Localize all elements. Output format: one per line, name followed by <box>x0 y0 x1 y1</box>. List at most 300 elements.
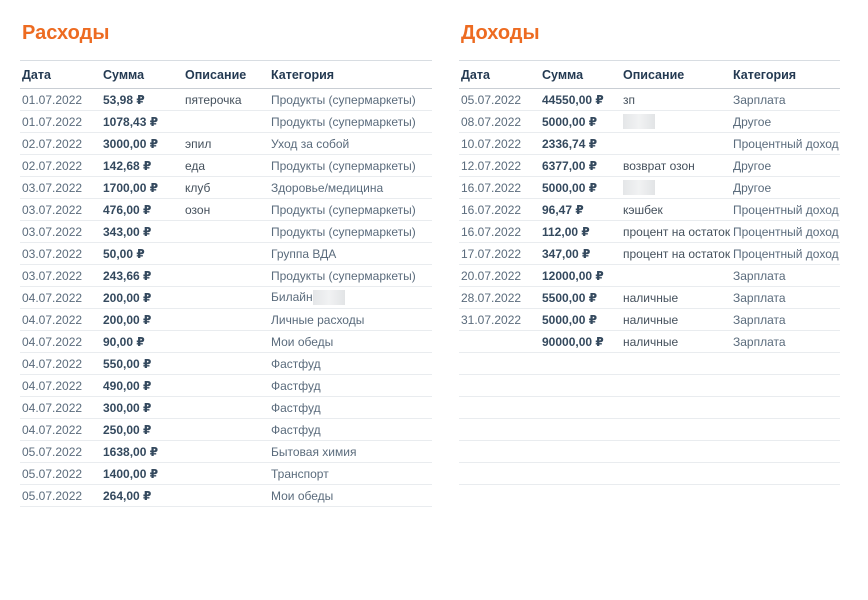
cell-category <box>269 375 432 397</box>
cell-description <box>183 89 269 111</box>
cell-description <box>183 111 269 133</box>
cell-amount <box>540 441 621 463</box>
cell-amount-text: 5500,00 ₽ <box>542 290 598 305</box>
cell-description <box>621 331 731 353</box>
cell-category <box>269 155 432 177</box>
cell-description <box>621 243 731 265</box>
cell-date-text: 03.07.2022 <box>22 224 83 239</box>
cell-description <box>183 199 269 221</box>
cell-date <box>459 133 540 155</box>
cell-category-text: Продукты (супермаркеты) <box>271 268 416 283</box>
cell-amount-text: 1400,00 ₽ <box>103 466 159 481</box>
cell-amount-text: 550,00 ₽ <box>103 356 152 371</box>
cell-category <box>269 463 432 485</box>
cell-amount-text: 6377,00 ₽ <box>542 158 598 173</box>
cell-category-text: Продукты (супермаркеты) <box>271 224 416 239</box>
table-row[interactable] <box>459 133 840 155</box>
cell-category-text: Продукты (супермаркеты) <box>271 92 416 107</box>
cell-amount <box>101 375 183 397</box>
cell-description <box>183 243 269 265</box>
cell-amount-text: 1638,00 ₽ <box>103 444 159 459</box>
table-row[interactable] <box>20 309 432 331</box>
cell-category <box>731 441 840 463</box>
cell-amount <box>540 375 621 397</box>
cell-category-text: Фастфуд <box>271 378 321 393</box>
cell-category <box>731 199 840 221</box>
cell-description <box>183 177 269 199</box>
cell-category <box>269 287 432 309</box>
cell-description-text: процент на остаток <box>623 246 731 261</box>
column-header-description[interactable]: Описание <box>183 61 269 89</box>
cell-description <box>621 199 731 221</box>
cell-date <box>459 331 540 353</box>
column-header-amount[interactable]: Сумма <box>101 61 183 89</box>
cell-amount <box>540 111 621 133</box>
cell-date-text: 05.07.2022 <box>22 444 83 459</box>
table-row[interactable] <box>20 133 432 155</box>
cell-category <box>269 221 432 243</box>
cell-category <box>269 199 432 221</box>
table-row[interactable] <box>459 397 840 419</box>
cell-amount <box>101 419 183 441</box>
cell-date <box>459 155 540 177</box>
cell-date <box>459 89 540 111</box>
cell-category <box>269 331 432 353</box>
table-row[interactable] <box>20 397 432 419</box>
cell-date-text: 03.07.2022 <box>22 180 83 195</box>
cell-description <box>183 265 269 287</box>
table-row[interactable] <box>459 309 840 331</box>
income-table <box>459 60 840 485</box>
cell-date <box>20 111 101 133</box>
cell-amount-text: 112,00 ₽ <box>542 224 590 239</box>
cell-description <box>183 485 269 507</box>
cell-amount <box>540 397 621 419</box>
income-table-body <box>459 89 840 485</box>
cell-date-text: 04.07.2022 <box>22 422 83 437</box>
cell-category <box>731 89 840 111</box>
cell-date <box>459 353 540 375</box>
cell-date <box>20 419 101 441</box>
cell-category <box>731 375 840 397</box>
cell-category <box>731 177 840 199</box>
cell-amount-text: 264,00 ₽ <box>103 488 152 503</box>
table-row[interactable] <box>459 463 840 485</box>
cell-category-text: Мои обеды <box>271 488 334 503</box>
cell-date <box>20 199 101 221</box>
cell-date <box>20 265 101 287</box>
cell-category-text: Здоровье/медицина <box>271 180 384 195</box>
cell-date <box>459 265 540 287</box>
cell-description <box>621 177 731 199</box>
table-row[interactable] <box>459 199 840 221</box>
cell-amount <box>540 287 621 309</box>
cell-description <box>183 463 269 485</box>
cell-category <box>731 221 840 243</box>
cell-amount-text: 347,00 ₽ <box>542 246 591 261</box>
cell-description <box>621 441 731 463</box>
cell-description <box>183 287 269 309</box>
cell-date-text: 05.07.2022 <box>461 92 522 107</box>
cell-date <box>20 375 101 397</box>
cell-description <box>621 155 731 177</box>
cell-amount <box>540 133 621 155</box>
cell-amount-text: 53,98 ₽ <box>103 92 145 107</box>
cell-date-text: 28.07.2022 <box>461 290 522 305</box>
cell-category-text: Группа ВДА <box>271 246 337 261</box>
cell-date <box>459 243 540 265</box>
cell-date <box>20 441 101 463</box>
cell-description-text: наличные <box>623 334 679 349</box>
cell-amount-text: 1078,43 ₽ <box>103 114 159 129</box>
table-row[interactable] <box>459 243 840 265</box>
cell-description <box>183 419 269 441</box>
cell-date <box>20 485 101 507</box>
cell-description-text: еда <box>185 158 206 173</box>
cell-category-text: Зарплата <box>733 268 786 283</box>
cell-category <box>731 243 840 265</box>
table-row[interactable] <box>459 441 840 463</box>
cell-amount-text: 2336,74 ₽ <box>542 136 598 151</box>
cell-category <box>731 265 840 287</box>
cell-date-text: 04.07.2022 <box>22 400 83 415</box>
cell-category <box>269 177 432 199</box>
cell-amount-text: 96,47 ₽ <box>542 202 584 217</box>
cell-category <box>269 243 432 265</box>
cell-amount-text: 90,00 ₽ <box>103 334 145 349</box>
table-row[interactable] <box>459 89 840 111</box>
cell-date <box>459 397 540 419</box>
cell-amount <box>101 177 183 199</box>
cell-amount <box>101 309 183 331</box>
cell-description <box>621 221 731 243</box>
cell-date-text: 31.07.2022 <box>461 312 522 327</box>
cell-category <box>269 111 432 133</box>
cell-date-text: 02.07.2022 <box>22 136 83 151</box>
cell-description-text: пятерочка <box>185 92 242 107</box>
cell-category-text: Продукты (супермаркеты) <box>271 202 416 217</box>
cell-date-text: 16.07.2022 <box>461 180 522 195</box>
cell-date-text: 04.07.2022 <box>22 312 83 327</box>
cell-date <box>459 199 540 221</box>
cell-category <box>731 309 840 331</box>
cell-date-text: 03.07.2022 <box>22 246 83 261</box>
redacted-text <box>623 114 655 129</box>
table-row[interactable] <box>459 177 840 199</box>
cell-date <box>20 463 101 485</box>
expenses-title: Расходы <box>22 22 110 44</box>
cell-category <box>731 287 840 309</box>
cell-amount <box>101 441 183 463</box>
cell-category-text: Зарплата <box>733 290 786 305</box>
cell-date <box>20 331 101 353</box>
cell-amount <box>540 199 621 221</box>
cell-date <box>20 155 101 177</box>
cell-date-text: 17.07.2022 <box>461 246 522 261</box>
cell-description <box>621 353 731 375</box>
cell-date-text: 12.07.2022 <box>461 158 522 173</box>
table-row[interactable] <box>20 331 432 353</box>
expenses-table-header <box>20 61 432 89</box>
cell-amount-text: 3000,00 ₽ <box>103 136 159 151</box>
cell-amount <box>101 265 183 287</box>
cell-category-text: Процентный доход <box>733 246 839 261</box>
cell-description <box>621 111 731 133</box>
cell-amount <box>101 287 183 309</box>
cell-description-text: возврат озон <box>623 158 695 173</box>
cell-category-text: Другое <box>733 158 772 173</box>
cell-date <box>459 419 540 441</box>
cell-category <box>269 265 432 287</box>
cell-date <box>20 287 101 309</box>
redacted-text <box>623 180 655 195</box>
cell-amount <box>540 89 621 111</box>
cell-category-text: Продукты (супермаркеты) <box>271 114 416 129</box>
cell-date <box>20 397 101 419</box>
table-row[interactable] <box>20 221 432 243</box>
cell-amount-text: 5000,00 ₽ <box>542 114 598 129</box>
table-row[interactable] <box>459 287 840 309</box>
cell-amount-text: 200,00 ₽ <box>103 290 152 305</box>
cell-description <box>183 331 269 353</box>
cell-date <box>459 177 540 199</box>
cell-category-text: Другое <box>733 114 772 129</box>
cell-amount-text: 12000,00 ₽ <box>542 268 604 283</box>
cell-description-text: зп <box>623 92 635 107</box>
table-row[interactable] <box>459 265 840 287</box>
column-header-description[interactable]: Описание <box>621 61 731 89</box>
cell-category-text: Продукты (супермаркеты) <box>271 158 416 173</box>
cell-category-text: Другое <box>733 180 772 195</box>
cell-description <box>621 265 731 287</box>
cell-category-text: Транспорт <box>271 466 329 481</box>
cell-amount <box>540 155 621 177</box>
table-row[interactable] <box>459 111 840 133</box>
table-row[interactable] <box>459 155 840 177</box>
cell-date <box>20 89 101 111</box>
cell-date <box>20 177 101 199</box>
cell-category-text: Фастфуд <box>271 422 321 437</box>
column-header-date[interactable]: Дата <box>20 61 101 89</box>
cell-description <box>621 89 731 111</box>
cell-date-text: 04.07.2022 <box>22 290 83 305</box>
cell-category-text: Уход за собой <box>271 136 350 151</box>
cell-amount <box>101 111 183 133</box>
cell-amount <box>540 353 621 375</box>
cell-description <box>183 397 269 419</box>
cell-description <box>621 375 731 397</box>
cell-date <box>459 221 540 243</box>
table-row[interactable] <box>20 155 432 177</box>
cell-date-text: 05.07.2022 <box>22 466 83 481</box>
table-row[interactable] <box>20 111 432 133</box>
cell-description <box>183 155 269 177</box>
cell-description <box>183 221 269 243</box>
cell-category <box>269 309 432 331</box>
cell-date <box>459 309 540 331</box>
cell-description-text: озон <box>185 202 211 217</box>
cell-category <box>731 353 840 375</box>
table-row[interactable] <box>20 419 432 441</box>
cell-amount <box>101 155 183 177</box>
cell-amount-text: 1700,00 ₽ <box>103 180 159 195</box>
cell-category <box>269 485 432 507</box>
cell-amount-text: 5000,00 ₽ <box>542 180 598 195</box>
cell-date <box>20 133 101 155</box>
cell-category <box>269 397 432 419</box>
cell-date-text: 20.07.2022 <box>461 268 522 283</box>
cell-date-text: 04.07.2022 <box>22 356 83 371</box>
cell-amount-text: 200,00 ₽ <box>103 312 152 327</box>
cell-description-text: клуб <box>185 180 211 195</box>
table-row[interactable] <box>459 331 840 353</box>
cell-date-text: 01.07.2022 <box>22 92 83 107</box>
cell-category-text: Бытовая химия <box>271 444 357 459</box>
expenses-table <box>20 60 432 507</box>
cell-date <box>459 463 540 485</box>
expenses-table-body <box>20 89 432 507</box>
cell-amount-text: 250,00 ₽ <box>103 422 152 437</box>
cell-category-text: Фастфуд <box>271 356 321 371</box>
cell-amount <box>540 177 621 199</box>
cell-amount <box>101 353 183 375</box>
cell-date <box>20 309 101 331</box>
cell-description <box>621 419 731 441</box>
cell-category <box>269 89 432 111</box>
cell-date-text: 03.07.2022 <box>22 268 83 283</box>
cell-amount <box>101 243 183 265</box>
cell-category <box>731 133 840 155</box>
cell-date <box>20 221 101 243</box>
table-row[interactable] <box>20 485 432 507</box>
table-row[interactable] <box>459 375 840 397</box>
table-row[interactable] <box>20 375 432 397</box>
cell-date-text: 05.07.2022 <box>22 488 83 503</box>
cell-description-text: наличные <box>623 312 679 327</box>
cell-amount-text: 90000,00 ₽ <box>542 334 604 349</box>
cell-date-text: 16.07.2022 <box>461 224 522 239</box>
cell-category <box>731 463 840 485</box>
cell-amount <box>101 397 183 419</box>
cell-amount-text: 490,00 ₽ <box>103 378 152 393</box>
cell-description <box>183 353 269 375</box>
cell-category-text: Процентный доход <box>733 224 839 239</box>
cell-description <box>621 463 731 485</box>
table-row[interactable] <box>459 353 840 375</box>
cell-category-text: Личные расходы <box>271 312 365 327</box>
cell-date <box>459 111 540 133</box>
cell-date-text: 08.07.2022 <box>461 114 522 129</box>
column-header-category[interactable]: Категория <box>269 61 432 89</box>
cell-category <box>269 353 432 375</box>
cell-category-text: Зарплата <box>733 334 786 349</box>
cell-amount-text: 142,68 ₽ <box>103 158 152 173</box>
cell-amount-text: 243,66 ₽ <box>103 268 152 283</box>
cell-date <box>20 243 101 265</box>
cell-category <box>269 419 432 441</box>
cell-description <box>183 441 269 463</box>
cell-amount-text: 44550,00 ₽ <box>542 92 604 107</box>
cell-category <box>731 111 840 133</box>
cell-category <box>269 441 432 463</box>
cell-category-text: Фастфуд <box>271 400 321 415</box>
cell-date-text: 01.07.2022 <box>22 114 83 129</box>
table-row[interactable] <box>459 221 840 243</box>
column-header-date[interactable]: Дата <box>459 61 540 89</box>
cell-category <box>731 397 840 419</box>
cell-description-text: эпил <box>185 136 212 151</box>
cell-date-text: 04.07.2022 <box>22 334 83 349</box>
cell-amount <box>101 463 183 485</box>
cell-category-text: Зарплата <box>733 92 786 107</box>
cell-category <box>731 155 840 177</box>
cell-amount-text: 300,00 ₽ <box>103 400 152 415</box>
cell-amount <box>540 331 621 353</box>
cell-category-text: Билайн <box>271 289 313 304</box>
income-table-header <box>459 61 840 89</box>
table-row[interactable] <box>20 243 432 265</box>
table-row[interactable] <box>20 287 432 309</box>
cell-category <box>731 331 840 353</box>
cell-description <box>621 287 731 309</box>
table-row[interactable] <box>20 177 432 199</box>
cell-category-text: Мои обеды <box>271 334 334 349</box>
table-row[interactable] <box>20 353 432 375</box>
cell-amount <box>101 89 183 111</box>
cell-category <box>269 133 432 155</box>
cell-amount <box>101 331 183 353</box>
cell-description <box>183 133 269 155</box>
cell-amount <box>101 485 183 507</box>
cell-description <box>621 309 731 331</box>
cell-category-text: Процентный доход <box>733 136 839 151</box>
cell-amount <box>540 419 621 441</box>
table-row[interactable] <box>20 199 432 221</box>
cell-date-text: 02.07.2022 <box>22 158 83 173</box>
cell-category <box>731 419 840 441</box>
cell-description <box>183 309 269 331</box>
cell-description-text: кэшбек <box>623 202 663 217</box>
cell-date-text: 16.07.2022 <box>461 202 522 217</box>
cell-date-text: 04.07.2022 <box>22 378 83 393</box>
cell-date-text: 10.07.2022 <box>461 136 522 151</box>
cell-amount-text: 343,00 ₽ <box>103 224 152 239</box>
cell-description <box>621 133 731 155</box>
income-title: Доходы <box>461 22 540 44</box>
cell-date <box>459 441 540 463</box>
table-row[interactable] <box>459 419 840 441</box>
cell-amount <box>540 221 621 243</box>
column-header-category[interactable]: Категория <box>731 61 840 89</box>
table-row[interactable] <box>20 441 432 463</box>
table-row[interactable] <box>20 265 432 287</box>
cell-date-text: 03.07.2022 <box>22 202 83 217</box>
cell-amount <box>540 463 621 485</box>
column-header-amount[interactable]: Сумма <box>540 61 621 89</box>
table-row[interactable] <box>20 89 432 111</box>
cell-description-text: процент на остаток <box>623 224 731 239</box>
cell-amount <box>540 309 621 331</box>
cell-amount <box>101 199 183 221</box>
redacted-text <box>313 290 345 305</box>
cell-date <box>459 375 540 397</box>
cell-amount-text: 50,00 ₽ <box>103 246 145 261</box>
table-row[interactable] <box>20 463 432 485</box>
cell-amount <box>101 133 183 155</box>
cell-category-text: Зарплата <box>733 312 786 327</box>
cell-category-text: Процентный доход <box>733 202 839 217</box>
cell-date <box>459 287 540 309</box>
